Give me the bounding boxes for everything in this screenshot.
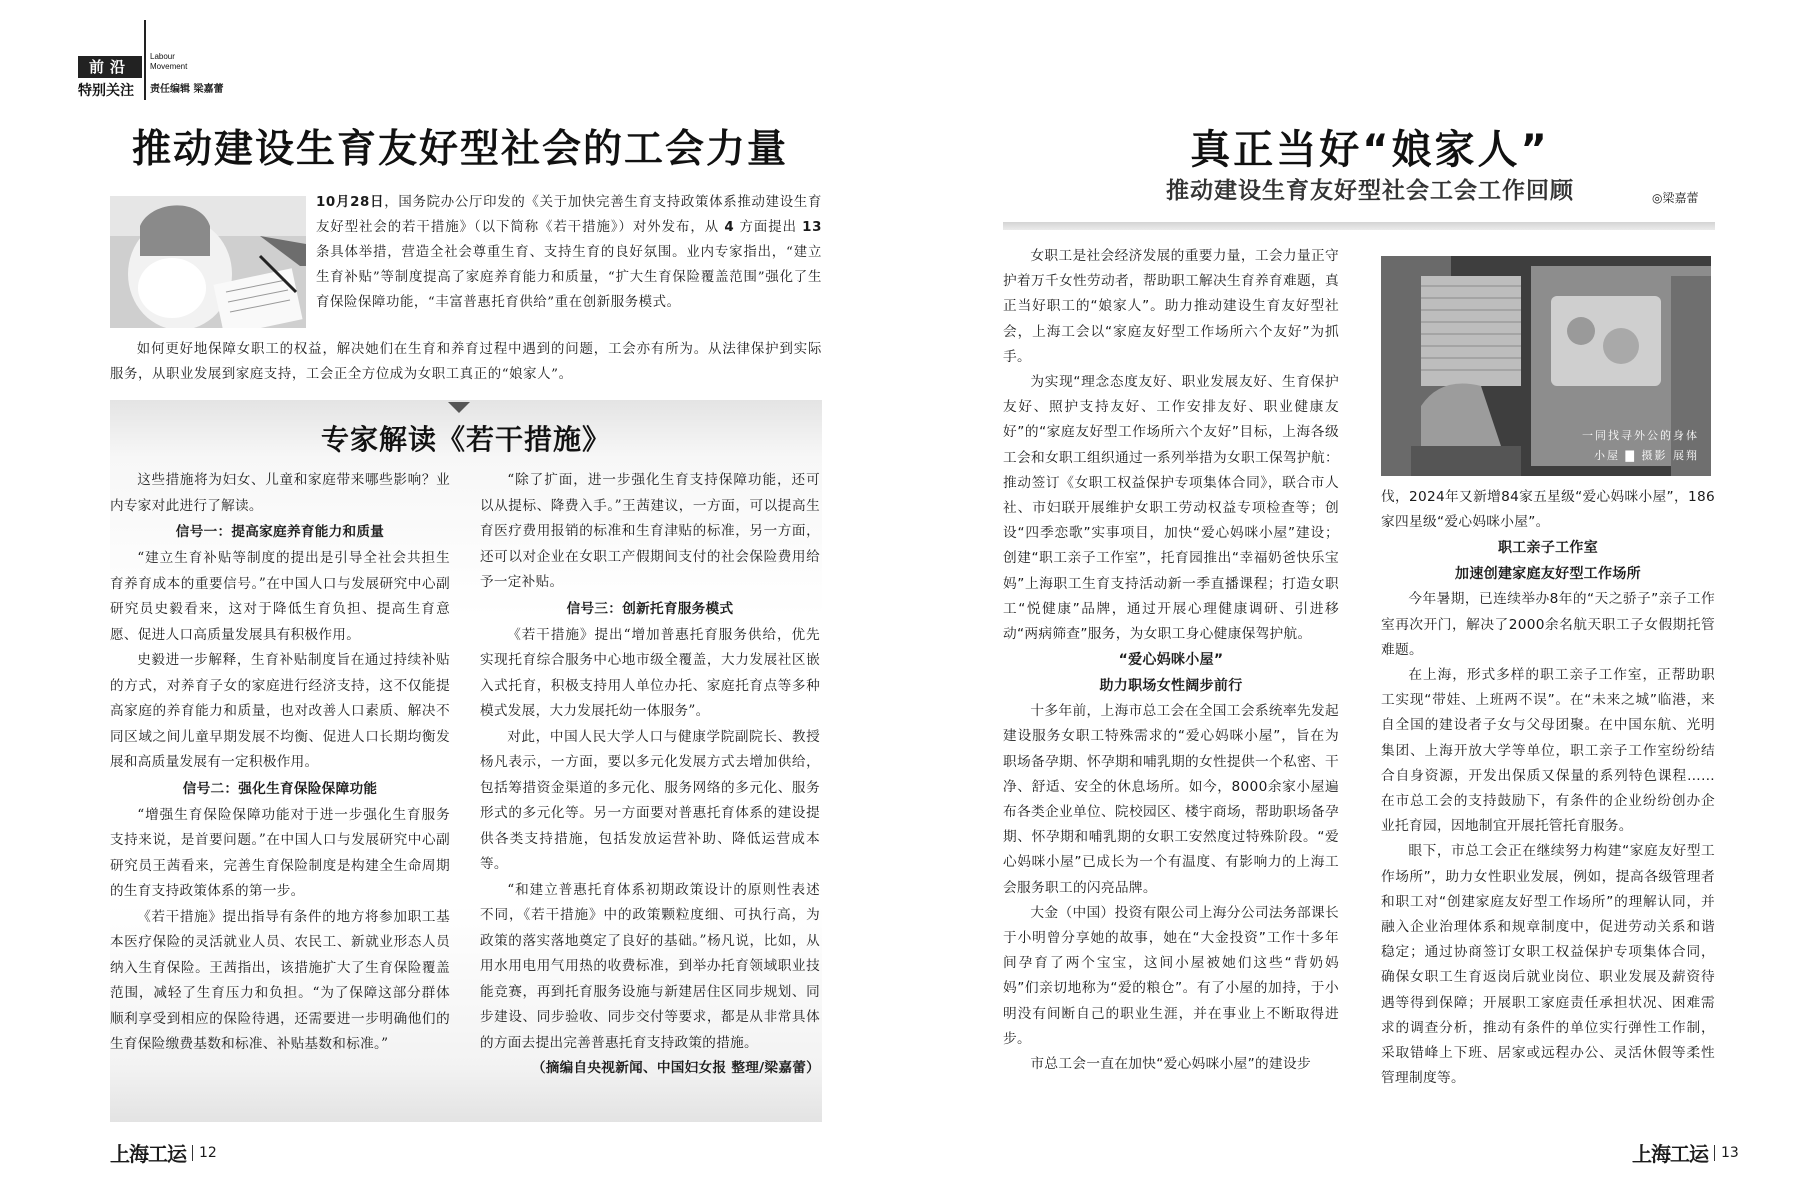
intro-paragraph-2: 如何更好地保障女职工的权益，解决她们在生育和养育过程中遇到的问题，工会亦有所为。从法律保护到实际服务，从职业发展到家庭支持，工会正全方位成为女职工真正的“娘家人”。 [110,342,822,382]
body-paragraph: 《若干措施》提出指导有条件的地方将参加职工基本医疗保险的灵活就业人员、农民工、新就业形态人员纳入生育保险。王茜指出，该措施扩大了生育保险覆盖范围，减轻了生育压力和负担。“为了保障这部分群体顺利享受到相应的保险待遇，还需要进一步明确他们的生育保险缴费基数和标准、补贴基数和标准。” [110,908,450,1052]
subheading: 信号二：强化生育保险保障功能 [182,780,378,797]
page-footer-right [1632,1138,1739,1167]
title-rule [1003,222,1715,230]
magazine-logo: 上海工运 [110,1142,186,1166]
photo-illustration [110,196,306,328]
body-paragraph: 十多年前，上海市总工会在全国工会系统率先发起建设服务女职工特殊需求的“爱心妈咪小屋”，旨在为职场备孕期、怀孕期和哺乳期的女性提供一个私密、干净、舒适、安全的休息场所。如今，8000余家小屋遍布各类企业单位、院校园区、楼宇商场，帮助职场备孕期、怀孕期和哺乳期的女职工安然度过特殊阶段。“爱心妈咪小屋”已成长为一个有温度、有影响力的上海工会服务职工的闪亮品牌。 [1003,703,1339,896]
body-paragraph: 史毅进一步解释，生育补贴制度旨在通过持续补贴的方式，对养育子女的家庭进行经济支持，这不仅能提高家庭的养育能力和质量，也对改善人口素质、解决不同区域之间儿童早期发展不均衡、促进人口长期均衡发展和高质量发展有一定积极作用。 [110,652,450,770]
body-paragraph: 大金（中国）投资有限公司上海分公司法务部课长于小明曾分享她的故事，她在“大金投资”工作十多年间孕育了两个宝宝，这间小屋被她们这些“背奶妈妈”们亲切地称为“爱的粮仓”。有了小屋的加持，于小明没有间断自己的职业生涯，并在事业上不断取得进步。 [1003,904,1339,1047]
left-column-1 [110,468,450,1058]
body-paragraph: “除了扩面，进一步强化生育支持保障功能，还可以从提标、降费入手。”王茜建议，一方面，可以提高生育医疗费用报销的标准和生育津贴的标准，另一方面，还可以对企业在女职工产假期间支付的社会保险费用给予一定补贴。 [480,472,820,590]
left-column-2 [480,468,820,1082]
body-paragraph: “增强生育保险保障功能对于进一步强化生育服务支持来说，是首要问题。”在中国人口与发展研究中心副研究员王茜看来，完善生育保险制度是构建全生命周期的生育支持政策体系的第一步。 [110,806,450,899]
body-paragraph: 今年暑期，已连续举办8年的“天之骄子”亲子工作室再次开门，解决了2000余名航天职工子女假期托管难题。 [1381,591,1715,658]
footer-divider [192,1145,193,1161]
subheading: 加速创建家庭友好型工作场所 [1455,566,1641,583]
right-column-1 [1003,244,1339,1077]
photo-caption: 一同找寻外公的身体 小屋 ▇ 摄影 展翔 [1582,429,1699,462]
article-title: 推动建设生育友好型社会的工会力量 [131,127,788,172]
body-paragraph: “建立生育补贴等制度的提出是引导全社会共担生育养育成本的重要信号。”在中国人口与发展研究中心副研究员史毅看来，这对于降低生育负担、提高生育意愿、促进人口高质量发展具有积极作用。 [110,550,450,643]
body-paragraph: 眼下，市总工会正在继续努力构建“家庭友好型工作场所”，助力女性职业发展，例如，提高各级管理者和职工对“创建家庭友好型工作场所”的理解认同，并融入企业治理体系和规章制度中，促进劳动关系和谐稳定；通过协商签订女职工权益保护专项集体合同，确保女职工生育返岗后就业岗位、职业发展及薪资待遇等得到保障；开展职工家庭责任承担状况、困难需求的调查分析，推动有条件的单位实行弹性工作制，采取错峰上下班、居家或远程办公、灵活休假等柔性管理制度等。 [1381,843,1715,1087]
pregnant-woman-photo [110,196,306,328]
body-paragraph: 这些措施将为妇女、儿童和家庭带来哪些影响？业内专家对此进行了解读。 [110,472,450,514]
subheading: “爱心妈咪小屋” [1118,652,1224,669]
right-column-2 [1381,485,1715,1091]
intro-paragraph: 10月28日，国务院办公厅印发的《关于加快完善生育支持政策体系推动建设生育友好型社会的若干措施》（以下简称《若干措施》）对外发布，从 4 方面提出 13 条具体举措，营造全社会尊重生育、支持生育的良好氛围。业内专家指出，“建立生育补贴”等制度提高了家庭养育能力和质量，“扩大生育保险覆盖范围”强化了生育保险保障功能，“丰富普惠托育供给”重在创新服务模式。 [316,195,823,310]
body-paragraph: 市总工会一直在加快“爱心妈咪小屋”的建设步 [1030,1056,1311,1073]
box-title: 专家解读《若干措施》 [320,423,611,456]
section-english: Labour Movement [150,52,188,71]
subheading: 信号一：提高家庭养育能力和质量 [175,524,385,540]
body-paragraph: 伐，2024年又新增84家五星级“爱心妈咪小屋”，186家四星级“爱心妈咪小屋”。 [1381,489,1715,531]
subheading: 职工亲子工作室 [1497,540,1599,557]
body-paragraph: 为实现“理念态度友好、职业发展友好、生育保护友好、照护支持友好、工作安排友好、职业健康友好”的“家庭友好型工作场所六个友好”目标，上海各级工会和女职工组织通过一系列举措为女职工保驾护航：推动签订《女职工权益保护专项集体合同》，联合市人社、市妇联开展维护女职工劳动权益专项检查等；创设“四季恋歌”实事项目，加快“爱心妈咪小屋”建设；创建“职工亲子工作室”，托育园推出“幸福奶爸快乐宝妈”上海职工生育支持活动新一季直播课程；打造女职工“悦健康”品牌，通过开展心理健康调研、引进移动“两病筛查”服务，为女职工身心健康保驾护航。 [1003,374,1339,643]
source-note: （摘编自央视新闻、中国妇女报 整理/梁嘉蕾） [531,1060,820,1076]
section-label: 前沿 [78,56,142,78]
nursing-room-photo [1381,256,1711,476]
editor-credit: 责任编辑 梁嘉蕾 [150,84,224,95]
column-label: 特别关注 [78,83,134,99]
body-paragraph: 对此，中国人民大学人口与健康学院副院长、教授杨凡表示，一方面，要以多元化发展方式去增加供给，包括筹措资金渠道的多元化、服务网络的多元化、服务形式的多元化等。另一方面要对普惠托育体系的建设提供各类支持措施，包括发放运营补助、降低运营成本等。 [480,728,820,872]
right-article-subtitle: 推动建设生育友好型社会工会工作回顾 [1166,178,1574,204]
body-paragraph: 在上海，形式多样的职工亲子工作室，正帮助职工实现“带娃、上班两不误”。在“未来之城”临港，来自全国的建设者子女与父母团聚。在中国东航、光明集团、上海开放大学等单位，职工亲子工作室纷纷结合自身资源，开发出保质又保量的系列特色课程……在市总工会的支持鼓励下，有条件的企业纷纷创办企业托育园，因地制宜开展托管托育服务。 [1381,667,1715,835]
page-footer-left [110,1138,217,1167]
page-number: 13 [1721,1144,1739,1161]
magazine-logo: 上海工运 [1632,1142,1708,1166]
right-article-title: 真正当好“娘家人” [1190,127,1550,173]
byline: ◎梁嘉蕾 [1652,191,1699,205]
page-number: 12 [199,1144,217,1161]
body-paragraph: 《若干措施》提出“增加普惠托育服务供给，优先实现托育综合服务中心地市级全覆盖，大力发展社区嵌入式托育，积极支持用人单位办托、家庭托育点等多种模式发展，大力发展托幼一体服务”。 [480,626,820,719]
subheading: 信号三：创新托育服务模式 [566,600,734,617]
body-paragraph: “和建立普惠托育体系初期政策设计的原则性表述不同，《若干措施》中的政策颗粒度细、可执行高，为政策的落实落地奠定了良好的基础。”杨凡说，比如，从用水用电用气用热的收费标准，到举办托育领域职业技能竞赛，再到托育服务设施与新建居住区同步规划、同步建设、同步验收、同步交付等要求，都是从非常具体的方面去提出完善普惠托育支持政策的措施。 [480,881,820,1051]
footer-divider [1714,1145,1715,1161]
header-divider [144,20,146,100]
triangle-down-icon [448,402,470,413]
subheading: 助力职场女性阔步前行 [1099,678,1243,695]
body-paragraph: 女职工是社会经济发展的重要力量，工会力量正守护着万千女性劳动者，帮助职工解决生育养育难题，真正当好职工的“娘家人”。助力推动建设生育友好型社会，上海工会以“家庭友好型工作场所六个友好”为抓手。 [1003,248,1339,365]
intro-date: 10月28日 [316,195,385,210]
